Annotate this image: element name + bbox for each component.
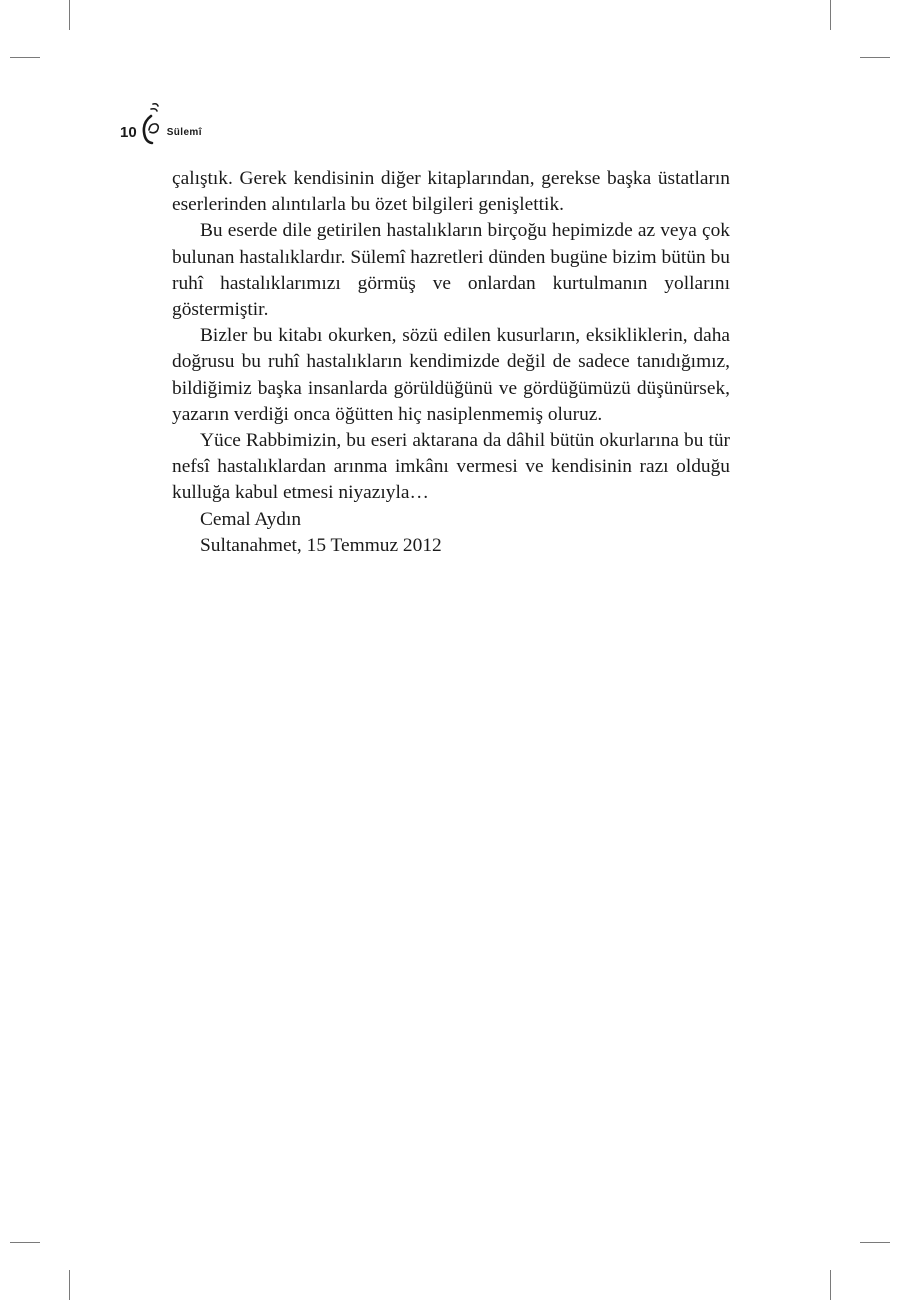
calligraphy-ornament-icon bbox=[139, 100, 163, 146]
crop-mark-bottom-left-horizontal bbox=[10, 1242, 40, 1243]
signature-author: Cemal Aydın bbox=[200, 508, 302, 530]
crop-mark-top-right-horizontal bbox=[860, 57, 890, 58]
body-text bbox=[172, 166, 730, 559]
paragraph-2: Bu eserde dile getirilen hastalıkların birçoğu hepimizde az veya çok bulunan hastalıklardır. Sülemî hazretleri dünden bugüne bizim bütün bu ruhî hastalıklarımızı görmüş ve onlardan kurtulmanın yollarını göstermiştir. bbox=[172, 220, 730, 321]
crop-mark-bottom-left bbox=[69, 1270, 70, 1300]
crop-mark-top-left-horizontal bbox=[10, 57, 40, 58]
signature-place-date: Sultanahmet, 15 Temmuz 2012 bbox=[200, 534, 442, 556]
book-title: Sülemî bbox=[166, 127, 202, 138]
crop-mark-bottom-right-horizontal bbox=[860, 1242, 890, 1243]
paragraph-1: çalıştık. Gerek kendisinin diğer kitaplarından, gerekse başka üstatların eserlerinden alıntılarla bu özet bilgileri genişlettik. bbox=[172, 168, 730, 216]
crop-mark-top-right bbox=[830, 0, 831, 30]
crop-mark-top-left bbox=[69, 0, 70, 30]
paragraph-4: Yüce Rabbimizin, bu eseri aktarana da dâhil bütün okurlarına bu tür nefsî hastalıklardan arınma imkânı vermesi ve kendisinin razı olduğu kulluğa kabul etmesi niyazıyla… bbox=[172, 430, 730, 504]
running-head bbox=[120, 100, 202, 146]
crop-mark-bottom-right bbox=[830, 1270, 831, 1300]
paragraph-3: Bizler bu kitabı okurken, sözü edilen kusurların, eksikliklerin, daha doğrusu bu ruhî hastalıkların kendimizde değil de sadece tanıdığımız, bildiğimiz başka insanlarda görüldüğünü ve gördüğümüzü düşünürsek, yazarın verdiği onca öğütten hiç nasiplenmemiş oluruz. bbox=[172, 325, 730, 425]
page-number: 10 bbox=[120, 124, 137, 141]
